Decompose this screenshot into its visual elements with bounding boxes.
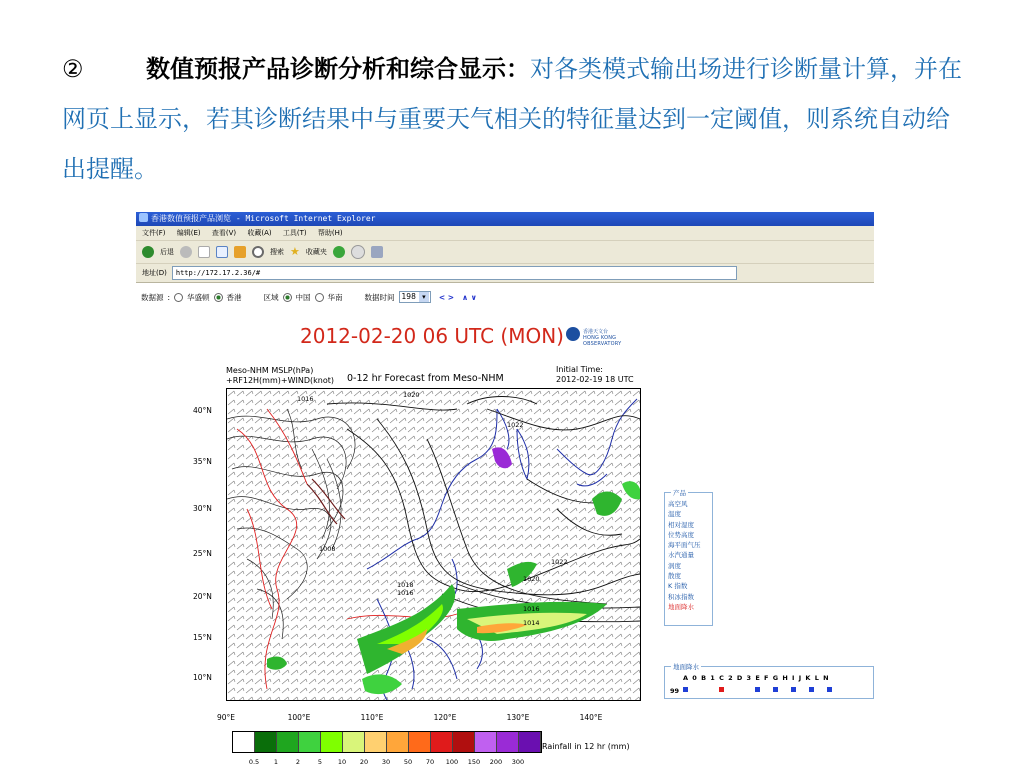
lat-label: 40°N bbox=[193, 406, 212, 415]
product-item[interactable]: 散度 bbox=[668, 572, 681, 581]
colorbar-ticks bbox=[232, 758, 532, 768]
colorbar-swatch bbox=[299, 732, 321, 752]
favorites-label[interactable]: 收藏夹 bbox=[305, 248, 327, 256]
lon-label: 120°E bbox=[433, 713, 457, 722]
browser-toolbar bbox=[136, 241, 874, 264]
colorbar-swatch bbox=[431, 732, 453, 752]
isobar-label: 1014 bbox=[523, 619, 540, 627]
lat-label: 30°N bbox=[193, 504, 212, 513]
product-item[interactable]: 积冰指数 bbox=[668, 592, 694, 601]
colorbar-swatch bbox=[453, 732, 475, 752]
lat-label: 35°N bbox=[193, 457, 212, 466]
map-graphic bbox=[227, 389, 640, 700]
colorbar-swatch bbox=[409, 732, 431, 752]
source-radio-washington[interactable] bbox=[174, 293, 183, 302]
colorbar-swatch bbox=[387, 732, 409, 752]
isobar-label: 1018 bbox=[397, 581, 414, 589]
hko-logo-en: HONG KONG OBSERVATORY bbox=[583, 335, 622, 347]
colorbar-tick: 30 bbox=[381, 758, 391, 766]
rain-cell-marker[interactable] bbox=[827, 687, 832, 692]
refresh-icon[interactable] bbox=[216, 246, 228, 258]
menu-favorites[interactable]: 收藏(A) bbox=[247, 229, 272, 237]
rain-cell-marker[interactable] bbox=[809, 687, 814, 692]
colorbar-swatch bbox=[497, 732, 519, 752]
rain-panel-row-label: 99 bbox=[670, 687, 680, 695]
source-option-hongkong: 香港 bbox=[226, 292, 242, 302]
lon-label: 130°E bbox=[506, 713, 530, 722]
forecast-map bbox=[226, 388, 641, 701]
isobar-label: 1016 bbox=[523, 605, 540, 613]
favorites-icon[interactable]: ★ bbox=[290, 245, 300, 258]
colorbar-tick: 300 bbox=[511, 758, 525, 766]
product-item[interactable]: 海平面气压 bbox=[668, 541, 701, 550]
colorbar-swatch bbox=[365, 732, 387, 752]
isobar-label: 1020 bbox=[403, 391, 420, 399]
intro-description: 对各类模式输出场进行诊断量计算，并在网页上显示，若其诊断结果中与重要天气相关的特征量达到一定阈值，则系统自动给出提醒。 bbox=[62, 55, 962, 183]
isobar-label: 1022 bbox=[551, 558, 568, 566]
colorbar-swatch bbox=[321, 732, 343, 752]
product-list bbox=[668, 499, 712, 612]
menu-view[interactable]: 查看(V) bbox=[211, 229, 237, 237]
lon-label: 90°E bbox=[216, 713, 236, 722]
isobar-label: 1020 bbox=[523, 575, 540, 583]
region-label: 区域 bbox=[263, 292, 279, 302]
hko-logo-icon bbox=[566, 327, 580, 341]
forecast-title: 2012-02-20 06 UTC (MON) bbox=[300, 324, 564, 348]
product-item[interactable]: 相对湿度 bbox=[668, 520, 694, 529]
region-option-south-china: 华南 bbox=[327, 292, 343, 302]
up-down-buttons[interactable]: ∧ ∨ bbox=[462, 292, 477, 302]
lat-label: 20°N bbox=[193, 592, 212, 601]
forward-icon[interactable] bbox=[180, 246, 192, 258]
colorbar-label: Rainfall in 12 hr (mm) bbox=[542, 742, 630, 751]
rain-cell-marker[interactable] bbox=[773, 687, 778, 692]
prev-next-buttons[interactable]: < > bbox=[438, 292, 455, 302]
surface-rain-panel bbox=[664, 663, 874, 699]
product-item[interactable]: 地面降水 bbox=[668, 602, 694, 611]
back-icon[interactable] bbox=[142, 246, 154, 258]
isobar-label: 1016 bbox=[297, 395, 314, 403]
product-item[interactable]: 涡度 bbox=[668, 561, 681, 570]
back-label[interactable]: 后退 bbox=[160, 248, 174, 256]
colorbar-swatch bbox=[277, 732, 299, 752]
rain-panel-columns: A 0 B 1 C 2 D 3 E F G H I J K L N bbox=[683, 674, 830, 682]
rain-cell-marker[interactable] bbox=[683, 687, 688, 692]
intro-lead: 数值预报产品诊断分析和综合显示： bbox=[146, 54, 530, 83]
product-label bbox=[226, 366, 334, 386]
colorbar-tick: 200 bbox=[489, 758, 503, 766]
lat-label: 25°N bbox=[193, 549, 212, 558]
address-bar bbox=[136, 264, 874, 283]
product-panel bbox=[664, 489, 713, 626]
colorbar-swatch bbox=[475, 732, 497, 752]
window-title: 香港数值预报产品浏览 - Microsoft Internet Explorer bbox=[151, 214, 376, 223]
region-radio-south-china[interactable] bbox=[315, 293, 324, 302]
data-controls: 数据源 : 华盛顿 香港 区域 中国 华南 数据时间 198 ▾ < > ∧ ∨ bbox=[136, 283, 874, 311]
region-radio-china[interactable] bbox=[283, 293, 292, 302]
product-item[interactable]: 温度 bbox=[668, 510, 681, 519]
isobar-label: 1016 bbox=[397, 589, 414, 597]
lat-label: 15°N bbox=[193, 633, 212, 642]
intro-paragraph bbox=[62, 44, 972, 194]
history-icon[interactable] bbox=[333, 246, 345, 258]
colorbar-swatch bbox=[519, 732, 541, 752]
colorbar-tick: 0.5 bbox=[248, 758, 260, 766]
product-panel-heading: 产品 bbox=[673, 489, 686, 497]
colorbar-tick: 50 bbox=[403, 758, 413, 766]
address-input[interactable]: http://172.17.2.36/# bbox=[172, 266, 737, 280]
colorbar-tick: 10 bbox=[337, 758, 347, 766]
colorbar-swatch bbox=[255, 732, 277, 752]
home-icon[interactable] bbox=[234, 246, 246, 258]
colorbar-tick: 20 bbox=[359, 758, 369, 766]
lon-label: 110°E bbox=[360, 713, 384, 722]
product-item[interactable]: 水汽通量 bbox=[668, 551, 694, 560]
search-icon[interactable] bbox=[252, 246, 264, 258]
print-icon[interactable] bbox=[371, 246, 383, 258]
product-item[interactable]: K 指数 bbox=[668, 582, 688, 591]
mail-icon[interactable] bbox=[351, 245, 365, 259]
colorbar-tick: 2 bbox=[295, 758, 301, 766]
stop-icon[interactable] bbox=[198, 246, 210, 258]
window-titlebar bbox=[136, 212, 874, 226]
rainfall-colorbar bbox=[232, 731, 542, 753]
product-line-1: Meso-NHM MSLP(hPa) bbox=[226, 366, 314, 375]
colorbar-swatch bbox=[343, 732, 365, 752]
region-option-china: 中国 bbox=[295, 292, 311, 302]
colorbar-tick: 5 bbox=[317, 758, 323, 766]
isobar-label: 1022 bbox=[507, 421, 524, 429]
browser-window bbox=[136, 212, 874, 315]
isobar-label: 1008 bbox=[319, 545, 336, 553]
item-number: ② bbox=[62, 55, 84, 83]
lon-label: 100°E bbox=[287, 713, 311, 722]
hko-logo-cn: 香港天文台 bbox=[583, 329, 609, 335]
colorbar-tick: 150 bbox=[467, 758, 481, 766]
product-item[interactable]: 高空风 bbox=[668, 500, 688, 508]
product-item[interactable]: 位势高度 bbox=[668, 530, 694, 539]
initial-time-label: Initial Time: bbox=[556, 365, 603, 374]
menu-tools[interactable]: 工具(T) bbox=[282, 229, 307, 237]
hko-logo bbox=[566, 326, 640, 347]
rain-panel-heading: 地面降水 bbox=[673, 663, 699, 671]
forecast-range-label: 0-12 hr Forecast from Meso-NHM bbox=[347, 373, 504, 384]
menu-file[interactable]: 文件(F) bbox=[142, 229, 166, 237]
source-option-washington: 华盛顿 bbox=[187, 292, 210, 302]
colorbar-tick: 70 bbox=[425, 758, 435, 766]
ie-icon bbox=[139, 213, 148, 222]
rain-cell-marker[interactable] bbox=[755, 687, 760, 692]
source-radio-hongkong[interactable] bbox=[214, 293, 223, 302]
search-label[interactable]: 搜索 bbox=[270, 248, 284, 256]
rain-cell-marker[interactable] bbox=[719, 687, 724, 692]
colorbar-tick: 100 bbox=[445, 758, 459, 766]
time-label: 数据时间 bbox=[364, 292, 395, 302]
lat-label: 10°N bbox=[193, 673, 212, 682]
time-select[interactable]: 198 ▾ bbox=[399, 291, 431, 303]
menu-help[interactable]: 帮助(H) bbox=[317, 229, 343, 237]
menu-bar bbox=[136, 226, 874, 241]
lon-label: 140°E bbox=[579, 713, 603, 722]
product-line-2: +RF12H(mm)+WIND(knot) bbox=[226, 376, 334, 385]
menu-edit[interactable]: 编辑(E) bbox=[176, 229, 201, 237]
initial-time-value: 2012-02-19 18 UTC bbox=[556, 375, 634, 384]
colorbar-tick: 1 bbox=[273, 758, 279, 766]
source-label: 数据源 bbox=[141, 292, 164, 302]
rain-cell-marker[interactable] bbox=[791, 687, 796, 692]
address-label: 地址(D) bbox=[142, 269, 167, 277]
initial-time-block bbox=[556, 365, 634, 385]
colorbar-swatch bbox=[233, 732, 255, 752]
